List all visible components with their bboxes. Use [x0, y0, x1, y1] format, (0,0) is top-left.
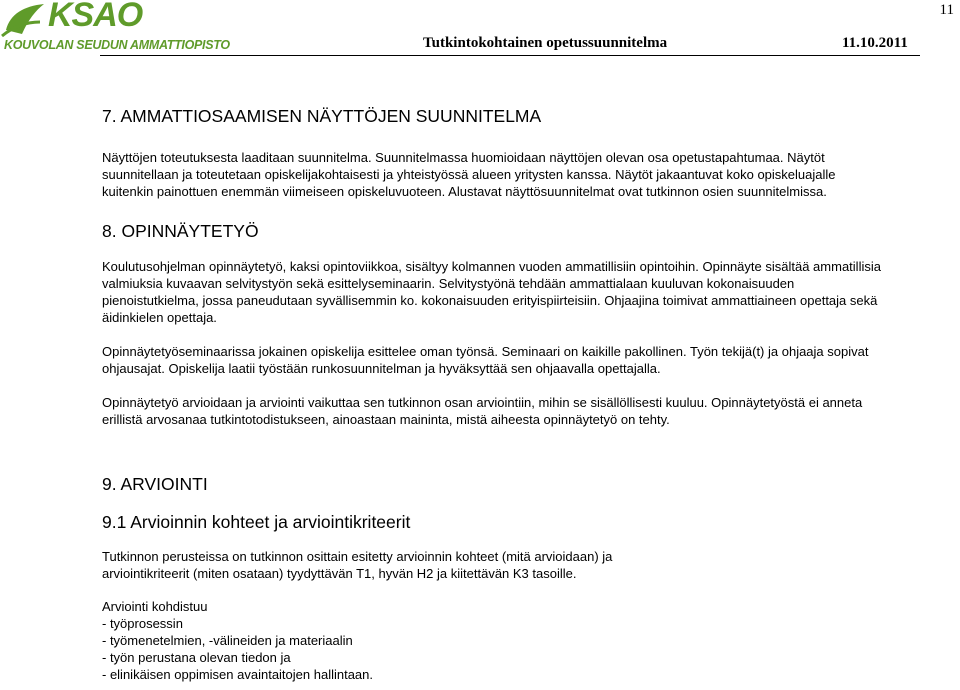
section-8-paragraph-2 [102, 343, 952, 377]
document-title: Tutkintokohtainen opetussuunnitelma [423, 35, 668, 51]
text-line: Opinnäytetyö arvioidaan ja arviointi vaikuttaa sen tutkinnon osan arviointiin, mihin se sisällöllisesti kuuluu. Opinnäytetyöstä ei anneta [102, 395, 863, 410]
text-line: suunnitellaan ja toteutetaan opiskelijakohtaisesti ja yhteistyössä alueen yritysten kanssa. Näytöt jakaantuvat koko opiskeluajalle [102, 167, 836, 182]
ksao-logo [0, 0, 240, 56]
text-line: valmiuksia kuvaavan selvitystyön sekä esittelyseminaarin. Selvitystyönä tehdään ammattialaan kuuluvan kokonaisuuden [102, 276, 795, 291]
list-item: - työn perustana olevan tiedon ja [102, 650, 291, 665]
text-line: erillistä arvosanaa tutkintotodistukseen, ainoastaan maininta, mistä aiheesta opinnäytetyö on tehty. [102, 412, 670, 427]
text-line: Näyttöjen toteutuksesta laaditaan suunnitelma. Suunnitelmassa huomioidaan näyttöjen olevan osa opetustapahtumaa. Näytöt [102, 150, 825, 165]
section-7-heading: 7. AMMATTIOSAAMISEN NÄYTTÖJEN SUUNNITELMA [102, 106, 542, 126]
section-8-paragraph-3 [102, 394, 952, 428]
text-line: pienoistutkielma, jossa paneudutaan syvällisemmin ko. kokonaisuuden erityispiirteisiin. Ohjaajina toimivat ammattiaineen opettaja sekä [102, 293, 878, 308]
list-item: - työprosessin [102, 616, 183, 631]
section-8-heading: 8. OPINNÄYTETYÖ [102, 221, 259, 241]
text-line: Koulutusohjelman opinnäytetyö, kaksi opintoviikkoa, sisältyy kolmannen vuoden ammatillisiin opintoihin. Opinnäyte sisältää ammatillisia [102, 259, 881, 274]
logo-main-text: KSAO [48, 0, 143, 34]
text-line: äidinkielen opettaja. [102, 310, 217, 325]
list-item: - työmenetelmien, -välineiden ja materiaalin [102, 633, 353, 648]
section-8-paragraph-1 [102, 258, 952, 326]
section-9-1-paragraph [102, 548, 952, 582]
list-title: Arviointi kohdistuu [102, 599, 208, 614]
assessment-list [102, 598, 952, 683]
text-line: Tutkinnon perusteissa on tutkinnon osittain esitetty arvioinnin kohteet (mitä arvioidaan) ja [102, 549, 613, 564]
text-line: arviointikriteerit (miten osataan) tyydyttävän T1, hyvän H2 ja kiitettävän K3 tasoille. [102, 566, 577, 581]
page-body [102, 105, 952, 683]
section-9-1-heading: 9.1 Arvioinnin kohteet ja arviointikriteerit [102, 512, 411, 532]
text-line: ohjausajat. Opiskelija laatii työstään runkosuunnitelman ja hyväksyttää sen ohjaavalla opettajalla. [102, 361, 661, 376]
logo-sub-text: KOUVOLAN SEUDUN AMMATTIOPISTO [4, 38, 230, 52]
text-line: Opinnäytetyöseminaarissa jokainen opiskelija esittelee oman työnsä. Seminaari on kaikille pakollinen. Työn tekijä(t) ja ohjaaja sopivat [102, 344, 869, 359]
logo-leaf-icon [0, 0, 50, 40]
section-7-paragraph [102, 149, 952, 200]
page-number: 11 [939, 2, 954, 18]
header-divider [100, 55, 920, 56]
list-item: - elinikäisen oppimisen avaintaitojen hallintaan. [102, 667, 374, 682]
section-9-heading: 9. ARVIOINTI [102, 474, 208, 494]
text-line: kuitenkin painottuen enemmän viimeiseen opiskeluvuoteen. Alustavat näyttösuunnitelmat ovat tutkinnon osien suunnitelmissa. [102, 184, 827, 199]
document-date: 11.10.2011 [842, 35, 908, 51]
